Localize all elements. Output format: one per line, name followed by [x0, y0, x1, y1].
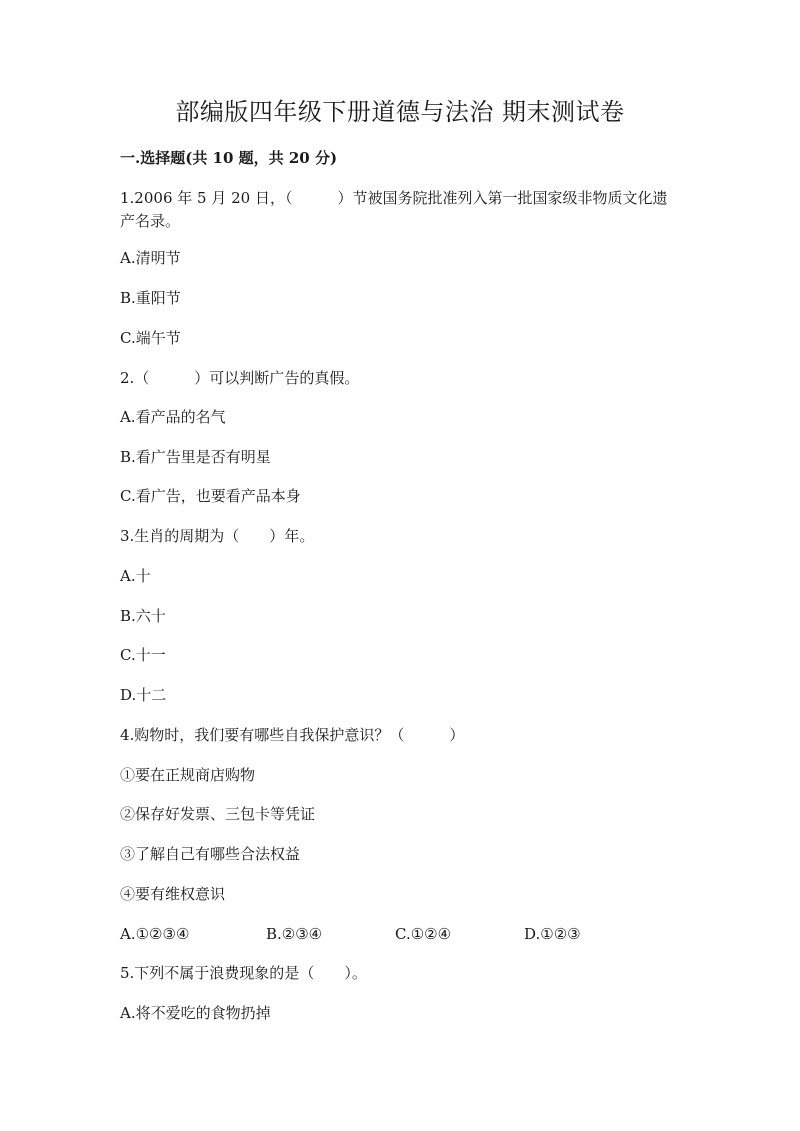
question-4-statement-2: ②保存好发票、三包卡等凭证 [120, 805, 316, 823]
question-3-option-a: A.十 [120, 567, 151, 585]
question-1-stem: 1.2006 年 5 月 20 日，（ ）节被国务院批准列入第一批国家级非物质文化遗产名录。 [120, 189, 668, 230]
question-1-option-a: A.清明节 [120, 249, 181, 267]
section-heading: 一.选择题(共 10 题，共 20 分) [120, 149, 338, 167]
question-4-statement-1: ①要在正规商店购物 [120, 766, 256, 784]
question-3-option-d: D.十二 [120, 686, 167, 704]
question-2-stem: 2.（ ）可以判断广告的真假。 [120, 369, 360, 387]
question-4-option-d: D.①②③ [524, 925, 581, 943]
question-2-option-a: A.看产品的名气 [120, 408, 226, 426]
question-4-statement-4: ④要有维权意识 [120, 885, 226, 903]
question-1-option-c: C.端午节 [120, 329, 181, 347]
question-2-option-c: C.看广告，也要看产品本身 [120, 487, 301, 505]
question-4-statement-3: ③了解自己有哪些合法权益 [120, 845, 301, 863]
question-3-option-c: C.十一 [120, 646, 166, 664]
question-2-option-b: B.看广告里是否有明星 [120, 448, 271, 466]
question-4-option-a: A.①②③④ [120, 925, 190, 943]
question-3-option-b: B.六十 [120, 607, 166, 625]
question-5-option-a: A.将不爱吃的食物扔掉 [120, 1004, 271, 1022]
question-4-option-c: C.①②④ [395, 925, 452, 943]
question-5-stem: 5.下列不属于浪费现象的是（ ）。 [120, 964, 367, 982]
question-4-option-b: B.②③④ [266, 925, 323, 943]
question-1-option-b: B.重阳节 [120, 289, 181, 307]
exam-title: 部编版四年级下册道德与法治 期末测试卷 [175, 98, 625, 126]
question-3-stem: 3.生肖的周期为（ ）年。 [120, 527, 315, 545]
question-4-stem: 4.购物时，我们要有哪些自我保护意识？（ ） [120, 726, 465, 744]
